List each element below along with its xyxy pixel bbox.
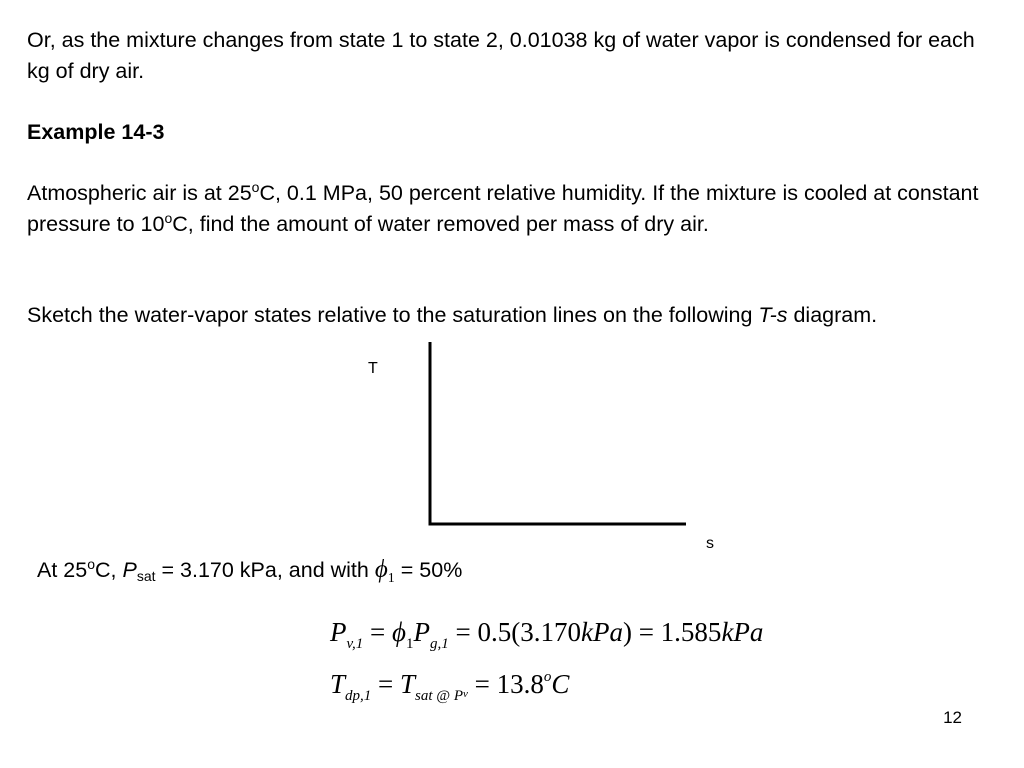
phi-symbol: ϕ	[374, 556, 388, 583]
given-a: At 25	[37, 558, 88, 582]
eq1-P2: P	[413, 617, 431, 647]
p-symbol: P	[122, 558, 137, 582]
eq1-P: P	[330, 617, 347, 647]
given-c: = 3.170 kPa, and with	[155, 558, 375, 582]
eq1-unit-1: kPa	[580, 617, 623, 647]
example-heading-text: Example 14-3	[27, 120, 165, 144]
sketch-text: Sketch the water-vapor states relative to the saturation lines on the following	[27, 303, 759, 327]
eq1-sub-v1: v,1	[346, 636, 364, 652]
eq2-value: = 13.8	[467, 669, 544, 699]
given-b: C,	[95, 558, 123, 582]
eq2-T2: T	[400, 669, 416, 699]
problem-part-3: C, find the amount of water removed per mass of dry air.	[172, 211, 709, 236]
degree-symbol: o	[251, 179, 260, 195]
eq2-T: T	[330, 669, 346, 699]
page-number: 12	[943, 708, 962, 727]
sketch-end: diagram.	[787, 303, 878, 327]
phi-subscript: 1	[387, 571, 395, 586]
t-axis-label: T	[368, 360, 378, 377]
equation-dew-point	[330, 669, 570, 704]
sat-subscript: sat	[136, 568, 156, 584]
eq2-sub-v: v	[463, 688, 468, 700]
problem-part-2: C, 0.1 MPa, 50 percent relative humidity. If the mixture is cooled at constant pressure to 10	[27, 181, 979, 236]
degree-symbol: o	[164, 209, 173, 226]
degree-symbol: o	[87, 556, 95, 572]
given-d: = 50%	[394, 558, 463, 582]
eq1-equals: =	[363, 617, 393, 647]
eq2-sub-dp1: dp,1	[345, 688, 372, 704]
equation-vapor-pressure	[330, 617, 764, 652]
eq1-phi: ϕ	[392, 617, 407, 647]
ts-label: T-s	[758, 303, 788, 327]
intro-text: Or, as the mixture changes from state 1 to state 2, 0.01038 kg of water vapor is condensed for each kg of dry air.	[27, 28, 975, 83]
eq1-sub-1: 1	[406, 636, 414, 652]
s-axis-label: s	[706, 535, 714, 552]
eq1-value: = 0.5(3.170	[448, 617, 581, 647]
eq1-result: ) = 1.585	[622, 617, 722, 647]
eq2-degree: o	[543, 669, 552, 685]
eq1-unit-2: kPa	[721, 617, 764, 647]
given-values-line	[37, 555, 997, 586]
eq1-sub-g1: g,1	[430, 636, 449, 652]
eq2-unit: C	[551, 669, 570, 699]
problem-part-1: Atmospheric air is at 25	[27, 181, 252, 205]
eq2-sub-sat: sat @ P	[415, 688, 464, 704]
eq2-equals: =	[371, 669, 401, 699]
